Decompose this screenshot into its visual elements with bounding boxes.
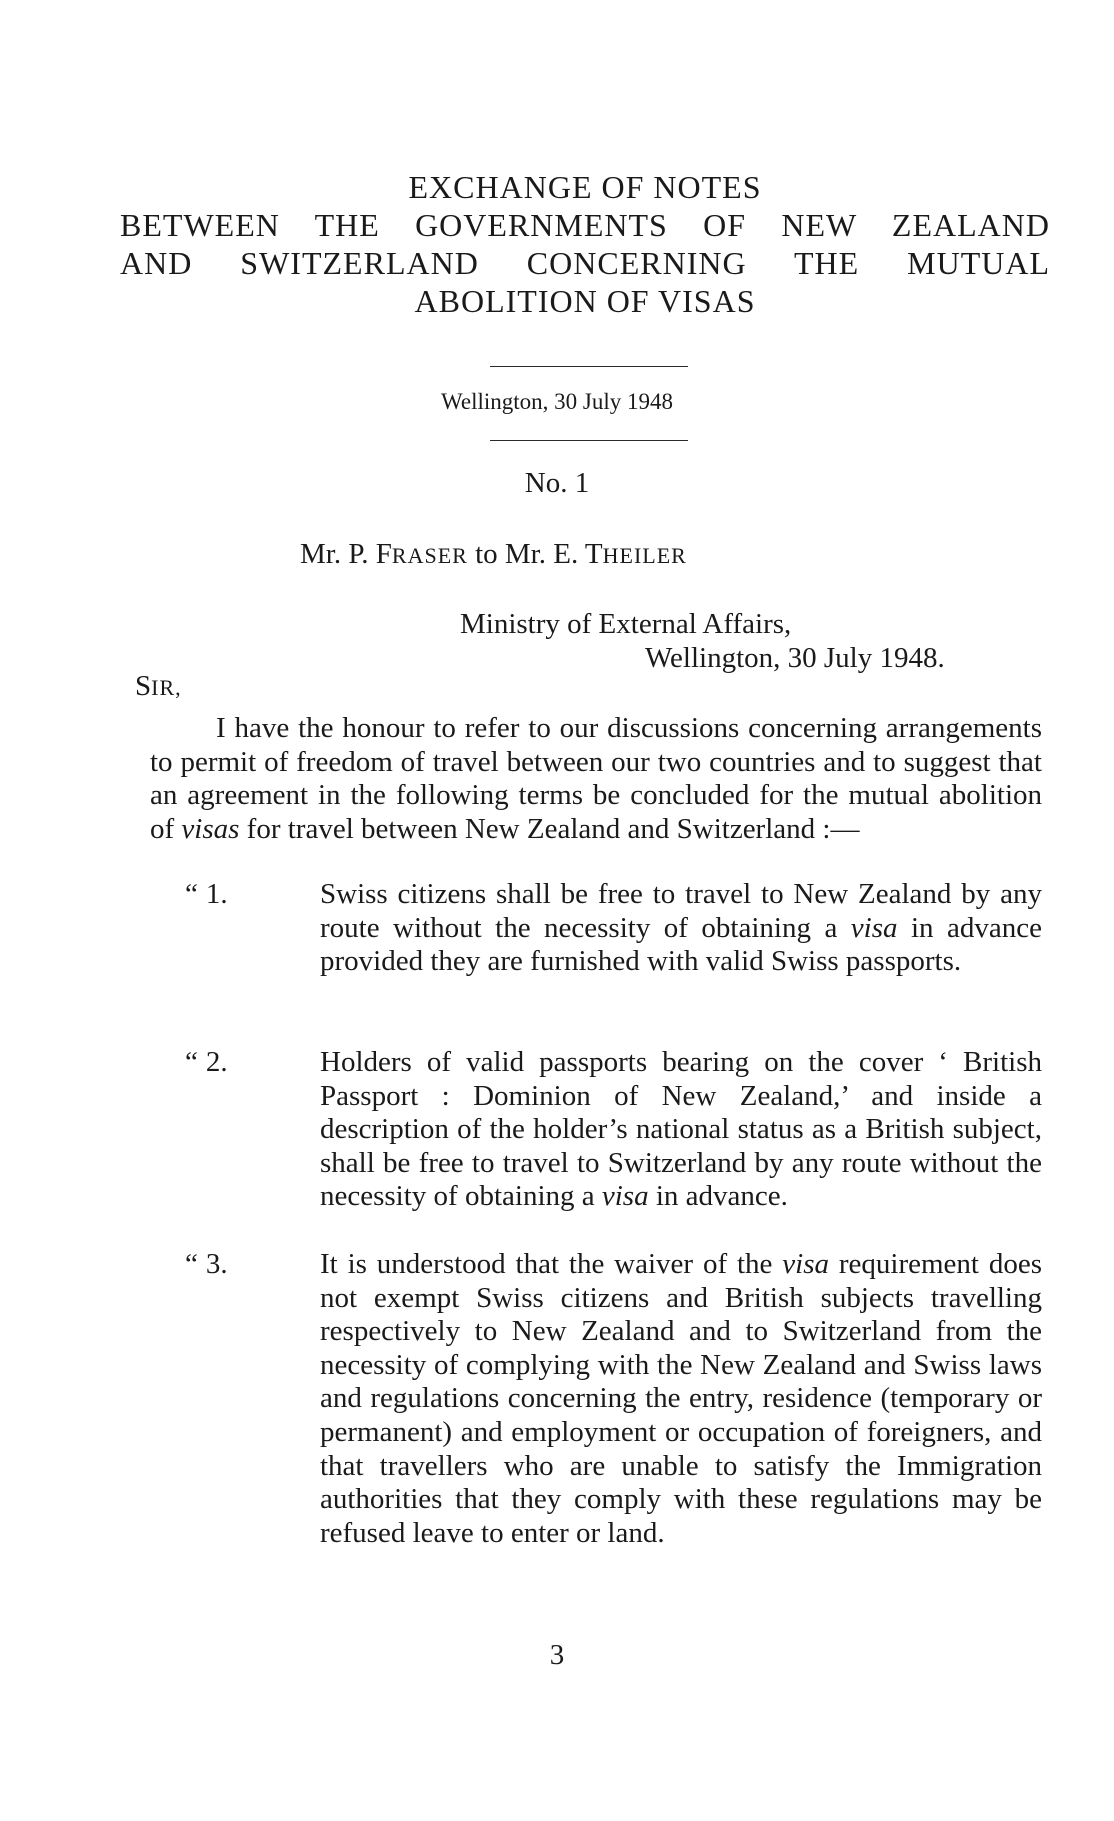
salutation-initial: S: [135, 670, 152, 702]
recipient-name-rest: HEILER: [602, 543, 687, 568]
body-paragraph: [150, 712, 1042, 846]
salutation: [135, 670, 182, 703]
item-1-text-a: Swiss citizens shall be free to travel to New Zealand by any route without the necessity of obtaining a: [320, 878, 1042, 944]
divider-top: [490, 366, 688, 367]
item-2-text-a: Holders of valid passports bearing on the cover ‘ British Passport : Dominion of New Zealand,’ and inside a description of the holder’s national status as a British subject, shall be free to travel to Switzerland by any route without the necessity of obtaining a: [320, 1046, 1042, 1213]
item-1-text-b: in advance provided they are furnished with valid Swiss passports.: [320, 911, 1042, 978]
dateline: Wellington, 30 July 1948: [441, 389, 673, 414]
sender-name-initial: F: [375, 538, 392, 570]
sender-name-rest: RASER: [391, 543, 468, 568]
item-1-quote: “: [185, 878, 198, 910]
body-text-a: I have the honour to refer to our discussions concerning arrangements to permit of freedom of travel between our two countries and to suggest that an agreement in the following terms be concluded for the mutual abolition of: [150, 712, 1042, 845]
note-number: No. 1: [524, 467, 590, 499]
item-3-number: 3.: [205, 1248, 228, 1280]
item-3-marker: [185, 1248, 310, 1282]
title-line-4: ABOLITION OF VISAS: [414, 283, 756, 319]
divider-bottom: [490, 440, 688, 441]
item-3-text-b: requirement does not exempt Swiss citizens and British subjects travelling respectively to New Zealand and to Switzerland from the necessity of complying with the New Zealand and Swiss laws and regulations concerning the entry, residence (temporary or permanent) and employment or occupation of foreigners, and that travellers who are unable to satisfy the Immigration authorities that they comply with these regulations may be refused leave to enter or land.: [320, 1248, 1042, 1549]
correspondents-line: [300, 538, 687, 571]
item-3-text-a: It is understood that the waiver of the: [320, 1248, 783, 1280]
body-text-b: for travel between New Zealand and Switzerland :—: [239, 812, 860, 845]
title-line-3: AND SWITZERLAND CONCERNING THE MUTUAL: [120, 245, 1050, 281]
numbered-item-3: [185, 1248, 1042, 1550]
item-2-number: 2.: [205, 1046, 228, 1078]
item-3-quote: “: [185, 1248, 198, 1280]
page-number: 3: [549, 1639, 565, 1671]
item-1-number: 1.: [205, 878, 228, 910]
numbered-item-2: [185, 1046, 1042, 1214]
item-2-quote: “: [185, 1046, 198, 1078]
item-2-italic: visa: [601, 1180, 649, 1213]
numbered-item-1: [185, 878, 1042, 979]
correspondent-to: to Mr. E.: [467, 538, 585, 570]
recipient-name-initial: T: [584, 538, 603, 570]
title-line-2: BETWEEN THE GOVERNMENTS OF NEW ZEALAND: [120, 207, 1050, 243]
address-line-1: Ministry of External Affairs,: [460, 608, 792, 640]
item-3-italic: visa: [782, 1248, 829, 1280]
item-2-text-b: in advance.: [648, 1180, 788, 1213]
title-line-1: EXCHANGE OF NOTES: [408, 169, 762, 205]
body-visas-word: visas: [181, 812, 240, 845]
salutation-rest: IR,: [151, 675, 182, 700]
item-1-italic: visa: [850, 911, 898, 944]
correspondent-prefix: Mr. P.: [300, 538, 376, 570]
item-1-marker: [185, 878, 310, 912]
document-title: [120, 168, 1050, 320]
item-2-marker: [185, 1046, 310, 1080]
address-line-2: Wellington, 30 July 1948.: [645, 642, 945, 674]
